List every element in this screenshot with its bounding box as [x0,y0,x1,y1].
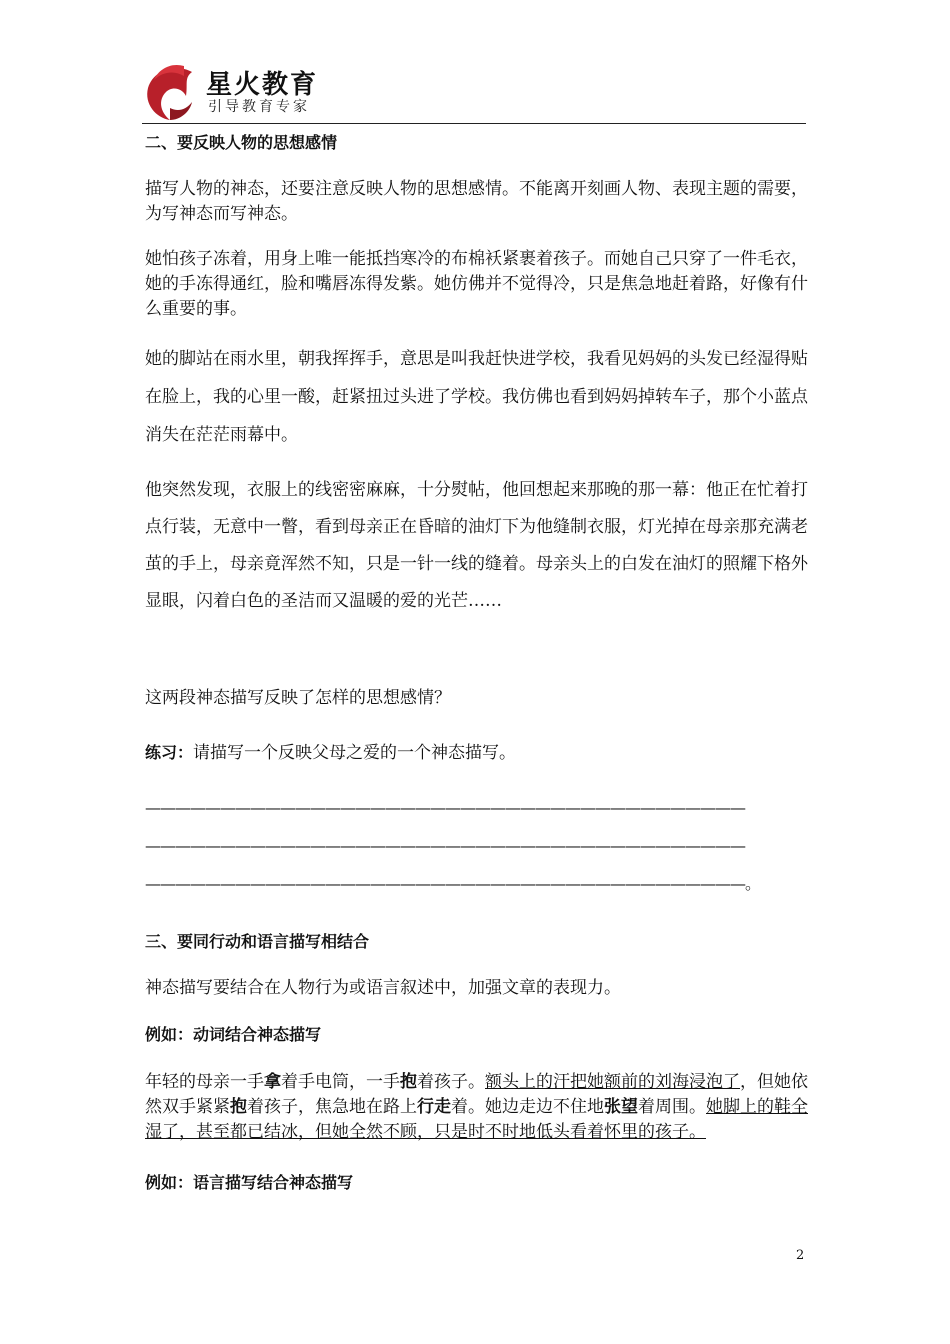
example-heading: 例如：语言描写结合神态描写 [145,1173,354,1192]
header-divider [142,123,806,124]
passage-text: 着周围。 [638,1097,706,1117]
page-number: 2 [796,1248,805,1263]
section-heading: 三、要同行动和语言描写相结合 [145,932,370,951]
underlined-phrase: 额头上的汗把她额前的刘海浸泡了 [485,1072,740,1092]
flame-logo-icon [140,62,198,122]
passage-text: 年轻的母亲一手 [145,1072,264,1092]
exercise-prompt [145,740,810,766]
question-text: 这两段神态描写反映了怎样的思想感情？ [145,688,451,708]
section-intro: 描写人物的神态，还要注意反映人物的思想感情。不能离开刻画人物、表现主题的需要，为写神态而写神态。 [145,179,808,224]
passage-text: 着手电筒，一手 [281,1072,400,1092]
verb-highlight: 行走 [417,1097,451,1117]
underlined-phrase: 她脚上的鞋全湿了，甚至都已结冰，但她全然不顾，只是时不时地低头看着怀里的孩子。 [145,1097,808,1142]
brand-logo [140,62,340,122]
example-heading: 例如：动词结合神态描写 [145,1025,322,1044]
example-paragraph-1: 她怕孩子冻着，用身上唯一能抵挡寒冷的布棉袄紧裹着孩子。而她自己只穿了一件毛衣，她的手冻得通红，脸和嘴唇冻得发紫。她仿佛并不觉得冷，只是焦急地赶着路，好像有什么重要的事。 [145,249,808,319]
example-passage [145,1070,810,1145]
section-intro: 神态描写要结合在人物行为或语言叙述中，加强文章的表现力。 [145,978,621,998]
answer-line[interactable]: ———————————————————————————————————————— [145,798,745,817]
verb-highlight: 抱 [400,1072,417,1092]
exercise-text: 请描写一个反映父母之爱的一个神态描写。 [193,743,517,763]
verb-highlight: 张望 [604,1097,638,1117]
example-paragraph-2: 她的脚站在雨水里，朝我挥挥手，意思是叫我赶快进学校，我看见妈妈的头发已经湿得贴在脸上，我的心里一酸，赶紧扭过头进了学校。我仿佛也看到妈妈掉转车子，那个小蓝点消失在茫茫雨幕中。 [145,349,808,445]
brand-name: 星火教育 [206,70,319,100]
exercise-label: 练习： [145,743,194,762]
answer-line[interactable]: ———————————————————————————————————————— [145,836,745,855]
section-heading: 二、要反映人物的思想感情 [145,133,338,152]
passage-text: 着孩子。 [417,1072,485,1092]
passage-text: 着孩子，焦急地在路上 [247,1097,417,1117]
verb-highlight: 拿 [264,1072,281,1092]
verb-highlight: 抱 [230,1097,247,1117]
brand-tagline: 引导教育专家 [208,99,310,115]
answer-line[interactable]: ————————————————————————————————————————。 [145,874,760,893]
passage-text: 着。她边走边不住地 [451,1097,604,1117]
passage-text: ，但她依然双手紧紧 [145,1072,808,1117]
example-paragraph-3: 他突然发现，衣服上的线密密麻麻，十分熨帖，他回想起来那晚的那一幕：他正在忙着打点行装，无意中一瞥，看到母亲正在昏暗的油灯下为他缝制衣服，灯光掉在母亲那充满老茧的手上，母亲竟浑然不知，只是一针一线的缝着。母亲头上的白发在油灯的照耀下格外显眼，闪着白色的圣洁而又温暖的爱的光芒…… [145,480,808,611]
